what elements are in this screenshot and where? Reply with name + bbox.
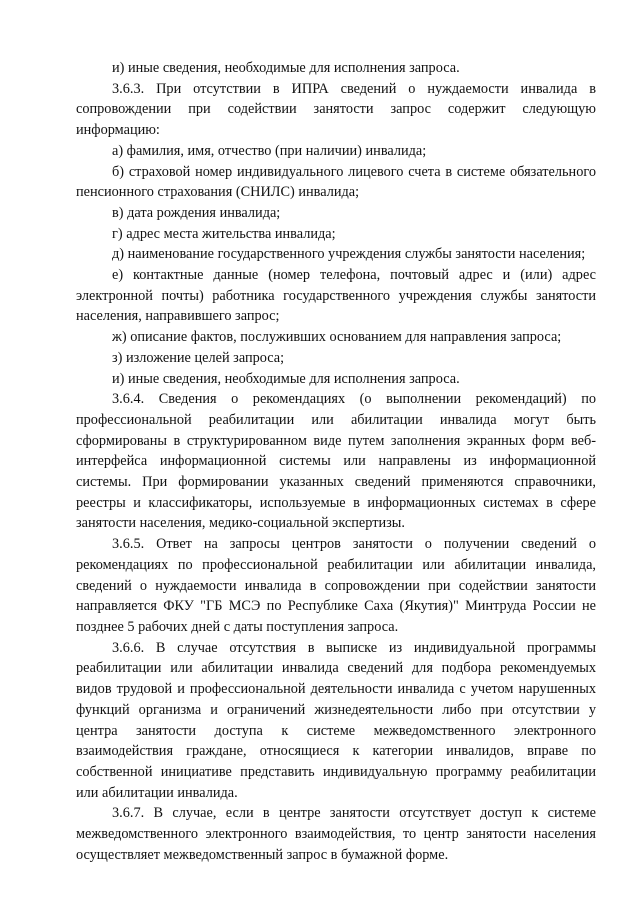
list-item-b: б) страховой номер индивидуального лицевого счета в системе обязательного пенсионного страхования (СНИЛС) инвалида; [76, 163, 596, 201]
paragraph-3-6-4: 3.6.4. Сведения о рекомендациях (о выполнении рекомендаций) по профессиональной реабилитации или абилитации инвалида могут быть сформированы в структурированном виде путем заполнения экранных форм веб-интерфейса информационной системы или направлены из информационной системы. При формировании указанных сведений применяются справочники, реестры и классификаторы, используемые в информационных системах в сфере занятости населения, медико-социальной экспертизы. [76, 391, 596, 532]
paragraph-3-6-6: 3.6.6. В случае отсутствия в выписке из индивидуальной программы реабилитации или абилитации инвалида сведений для подбора рекомендуемых видов трудовой и профессиональной деятельности инвалида с учетом нарушенных функций организма и ограничений жизнедеятельности либо при отсутствии у центра занятости доступа к системе межведомственного электронного взаимодействия граждане, относящиеся к категории инвалидов, вправе по собственной инициативе представить индивидуальную программу реабилитации или абилитации инвалида. [76, 639, 596, 801]
list-item-i: и) иные сведения, необходимые для исполнения запроса. [112, 370, 460, 387]
paragraph-item-i-first: и) иные сведения, необходимые для исполнения запроса. [112, 60, 460, 76]
list-item-zh: ж) описание фактов, послуживших основанием для направления запроса; [112, 329, 562, 346]
list-item-z: з) изложение целей запроса; [112, 349, 285, 366]
list-item-v: в) дата рождения инвалида; [112, 204, 281, 221]
list-item-e: е) контактные данные (номер телефона, почтовый адрес и (или) адрес электронной почты) работника государственного учреждения службы занятости населения, направившего запрос; [76, 267, 596, 325]
paragraph-3-6-3: 3.6.3. При отсутствии в ИПРА сведений о нуждаемости инвалида в сопровождении при содействии занятости запрос содержит следующую информацию: [76, 80, 596, 139]
paragraph-3-6-5: 3.6.5. Ответ на запросы центров занятости о получении сведений о рекомендациях по профессиональной реабилитации или абилитации инвалида, сведений о нуждаемости инвалида в сопровождении при содействии занятости направляется ФКУ "ГБ МСЭ по Республике Саха (Якутия)" Минтруда России не позднее 5 рабочих дней с даты поступления запроса. [76, 536, 596, 635]
document-page [76, 58, 596, 865]
list-item-g: г) адрес места жительства инвалида; [112, 225, 336, 242]
list-item-d: д) наименование государственного учреждения службы занятости населения; [112, 246, 586, 263]
paragraph-3-6-7: 3.6.7. В случае, если в центре занятости отсутствует доступ к системе межведомственного электронного взаимодействия, то центр занятости населения осуществляет межведомственный запрос в бумажной форме. [76, 805, 596, 863]
list-item-a: а) фамилия, имя, отчество (при наличии) инвалида; [112, 142, 427, 159]
